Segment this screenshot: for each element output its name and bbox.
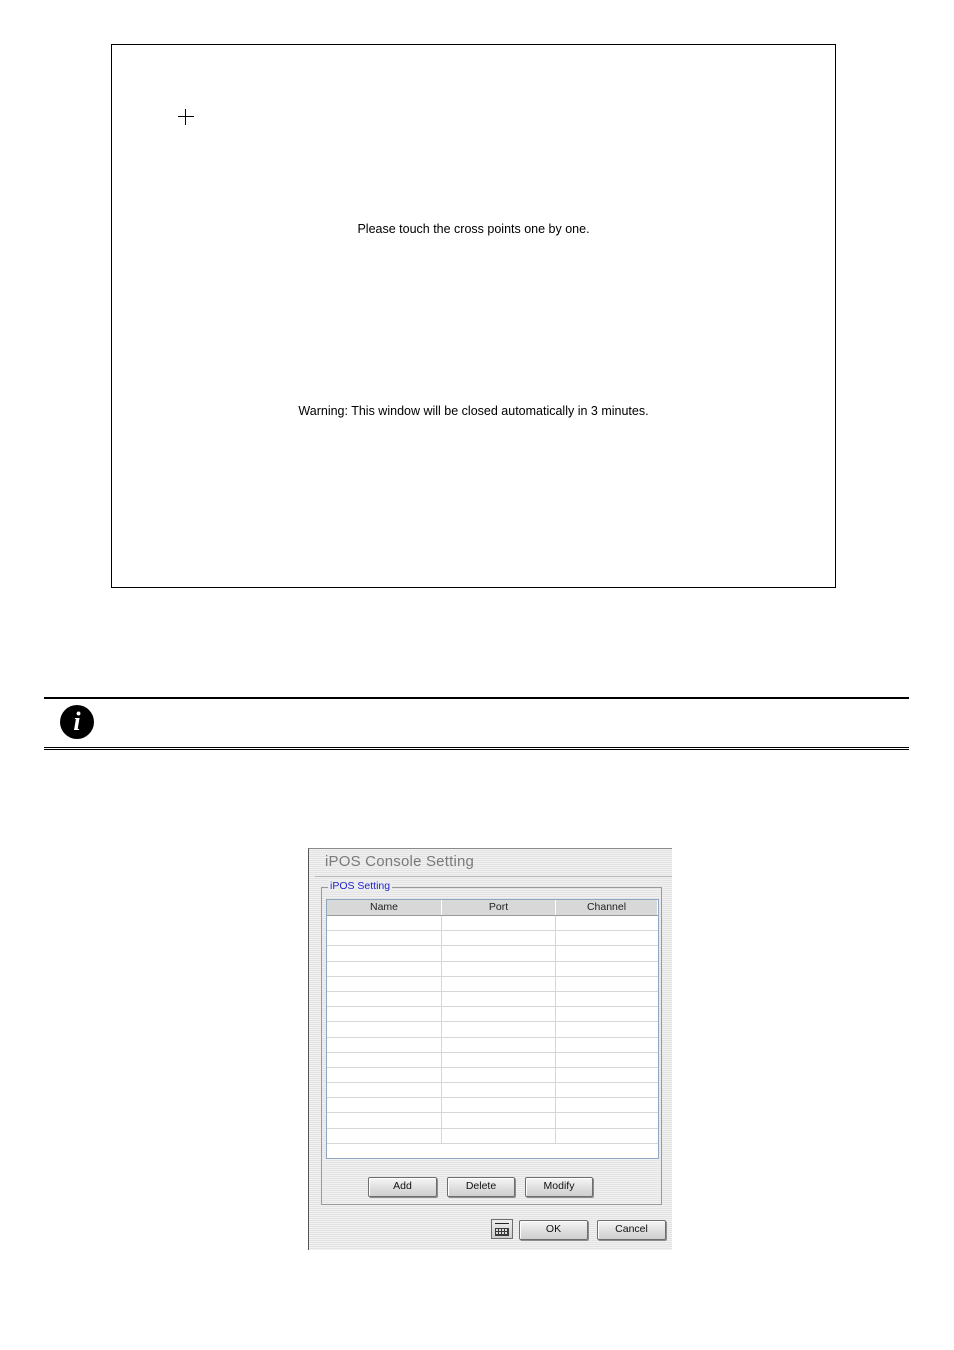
- table-body: [327, 916, 658, 1144]
- table-cell: [327, 916, 442, 930]
- table-cell: [442, 1053, 556, 1067]
- table-cell: [327, 1038, 442, 1052]
- crosshair-icon[interactable]: [178, 109, 194, 125]
- table-row[interactable]: [327, 916, 658, 931]
- table-cell: [327, 1129, 442, 1143]
- table-cell: [442, 1113, 556, 1127]
- table-row[interactable]: [327, 992, 658, 1007]
- table-row[interactable]: [327, 946, 658, 961]
- table-cell: [556, 1038, 658, 1052]
- calibration-warning: Warning: This window will be closed automatically in 3 minutes.: [298, 404, 649, 418]
- table-row[interactable]: [327, 931, 658, 946]
- table-cell: [327, 977, 442, 991]
- table-cell: [556, 1053, 658, 1067]
- table-cell: [327, 1022, 442, 1036]
- arrow-icon: [495, 1223, 509, 1224]
- add-button[interactable]: Add: [368, 1177, 437, 1197]
- table-row[interactable]: [327, 1068, 658, 1083]
- table-cell: [556, 977, 658, 991]
- column-header-name[interactable]: Name: [327, 900, 442, 915]
- table-cell: [556, 916, 658, 930]
- table-cell: [442, 1007, 556, 1021]
- modify-button[interactable]: Modify: [525, 1177, 593, 1197]
- table-row[interactable]: [327, 962, 658, 977]
- table-cell: [327, 1068, 442, 1082]
- ipos-console-setting-dialog: [308, 848, 672, 1250]
- table-row[interactable]: [327, 1053, 658, 1068]
- table-cell: [556, 946, 658, 960]
- table-cell: [556, 1022, 658, 1036]
- table-cell: [442, 931, 556, 945]
- table-cell: [442, 992, 556, 1006]
- group-label: iPOS Setting: [330, 880, 391, 892]
- calibration-instruction: Please touch the cross points one by one.: [357, 222, 590, 236]
- table-cell: [556, 931, 658, 945]
- table-cell: [442, 1038, 556, 1052]
- table-cell: [556, 1113, 658, 1127]
- note-bar: [44, 697, 909, 750]
- cancel-button[interactable]: Cancel: [597, 1220, 666, 1240]
- calibration-window[interactable]: [111, 44, 836, 588]
- table-cell: [327, 1098, 442, 1112]
- table-cell: [556, 992, 658, 1006]
- table-row[interactable]: [327, 1129, 658, 1144]
- dialog-title: iPOS Console Setting: [325, 853, 475, 870]
- ipos-table[interactable]: [326, 899, 659, 1159]
- table-row[interactable]: [327, 1113, 658, 1128]
- table-row[interactable]: [327, 1098, 658, 1113]
- table-cell: [556, 1068, 658, 1082]
- table-cell: [442, 946, 556, 960]
- delete-button[interactable]: Delete: [447, 1177, 515, 1197]
- table-cell: [442, 1022, 556, 1036]
- table-cell: [556, 1083, 658, 1097]
- table-cell: [327, 1007, 442, 1021]
- table-cell: [442, 962, 556, 976]
- title-separator: [315, 876, 672, 877]
- table-cell: [442, 916, 556, 930]
- table-cell: [556, 1007, 658, 1021]
- table-cell: [442, 1083, 556, 1097]
- table-row[interactable]: [327, 977, 658, 992]
- keyboard-button[interactable]: [491, 1219, 513, 1239]
- info-icon: i: [60, 705, 94, 739]
- table-cell: [556, 962, 658, 976]
- table-header: [327, 900, 658, 916]
- table-cell: [442, 1068, 556, 1082]
- table-cell: [327, 931, 442, 945]
- table-cell: [556, 1129, 658, 1143]
- table-cell: [327, 1113, 442, 1127]
- table-row[interactable]: [327, 1007, 658, 1022]
- column-header-port[interactable]: Port: [442, 900, 556, 915]
- table-cell: [556, 1098, 658, 1112]
- table-row[interactable]: [327, 1083, 658, 1098]
- ipos-setting-group: [321, 880, 662, 1205]
- table-cell: [327, 1053, 442, 1067]
- table-cell: [327, 962, 442, 976]
- table-row[interactable]: [327, 1022, 658, 1037]
- table-row[interactable]: [327, 1038, 658, 1053]
- table-cell: [442, 1098, 556, 1112]
- table-cell: [442, 1129, 556, 1143]
- table-cell: [442, 977, 556, 991]
- ok-button[interactable]: OK: [519, 1220, 588, 1240]
- table-cell: [327, 992, 442, 1006]
- table-cell: [327, 946, 442, 960]
- column-header-channel[interactable]: Channel: [556, 900, 658, 915]
- keyboard-icon: [495, 1228, 509, 1236]
- table-cell: [327, 1083, 442, 1097]
